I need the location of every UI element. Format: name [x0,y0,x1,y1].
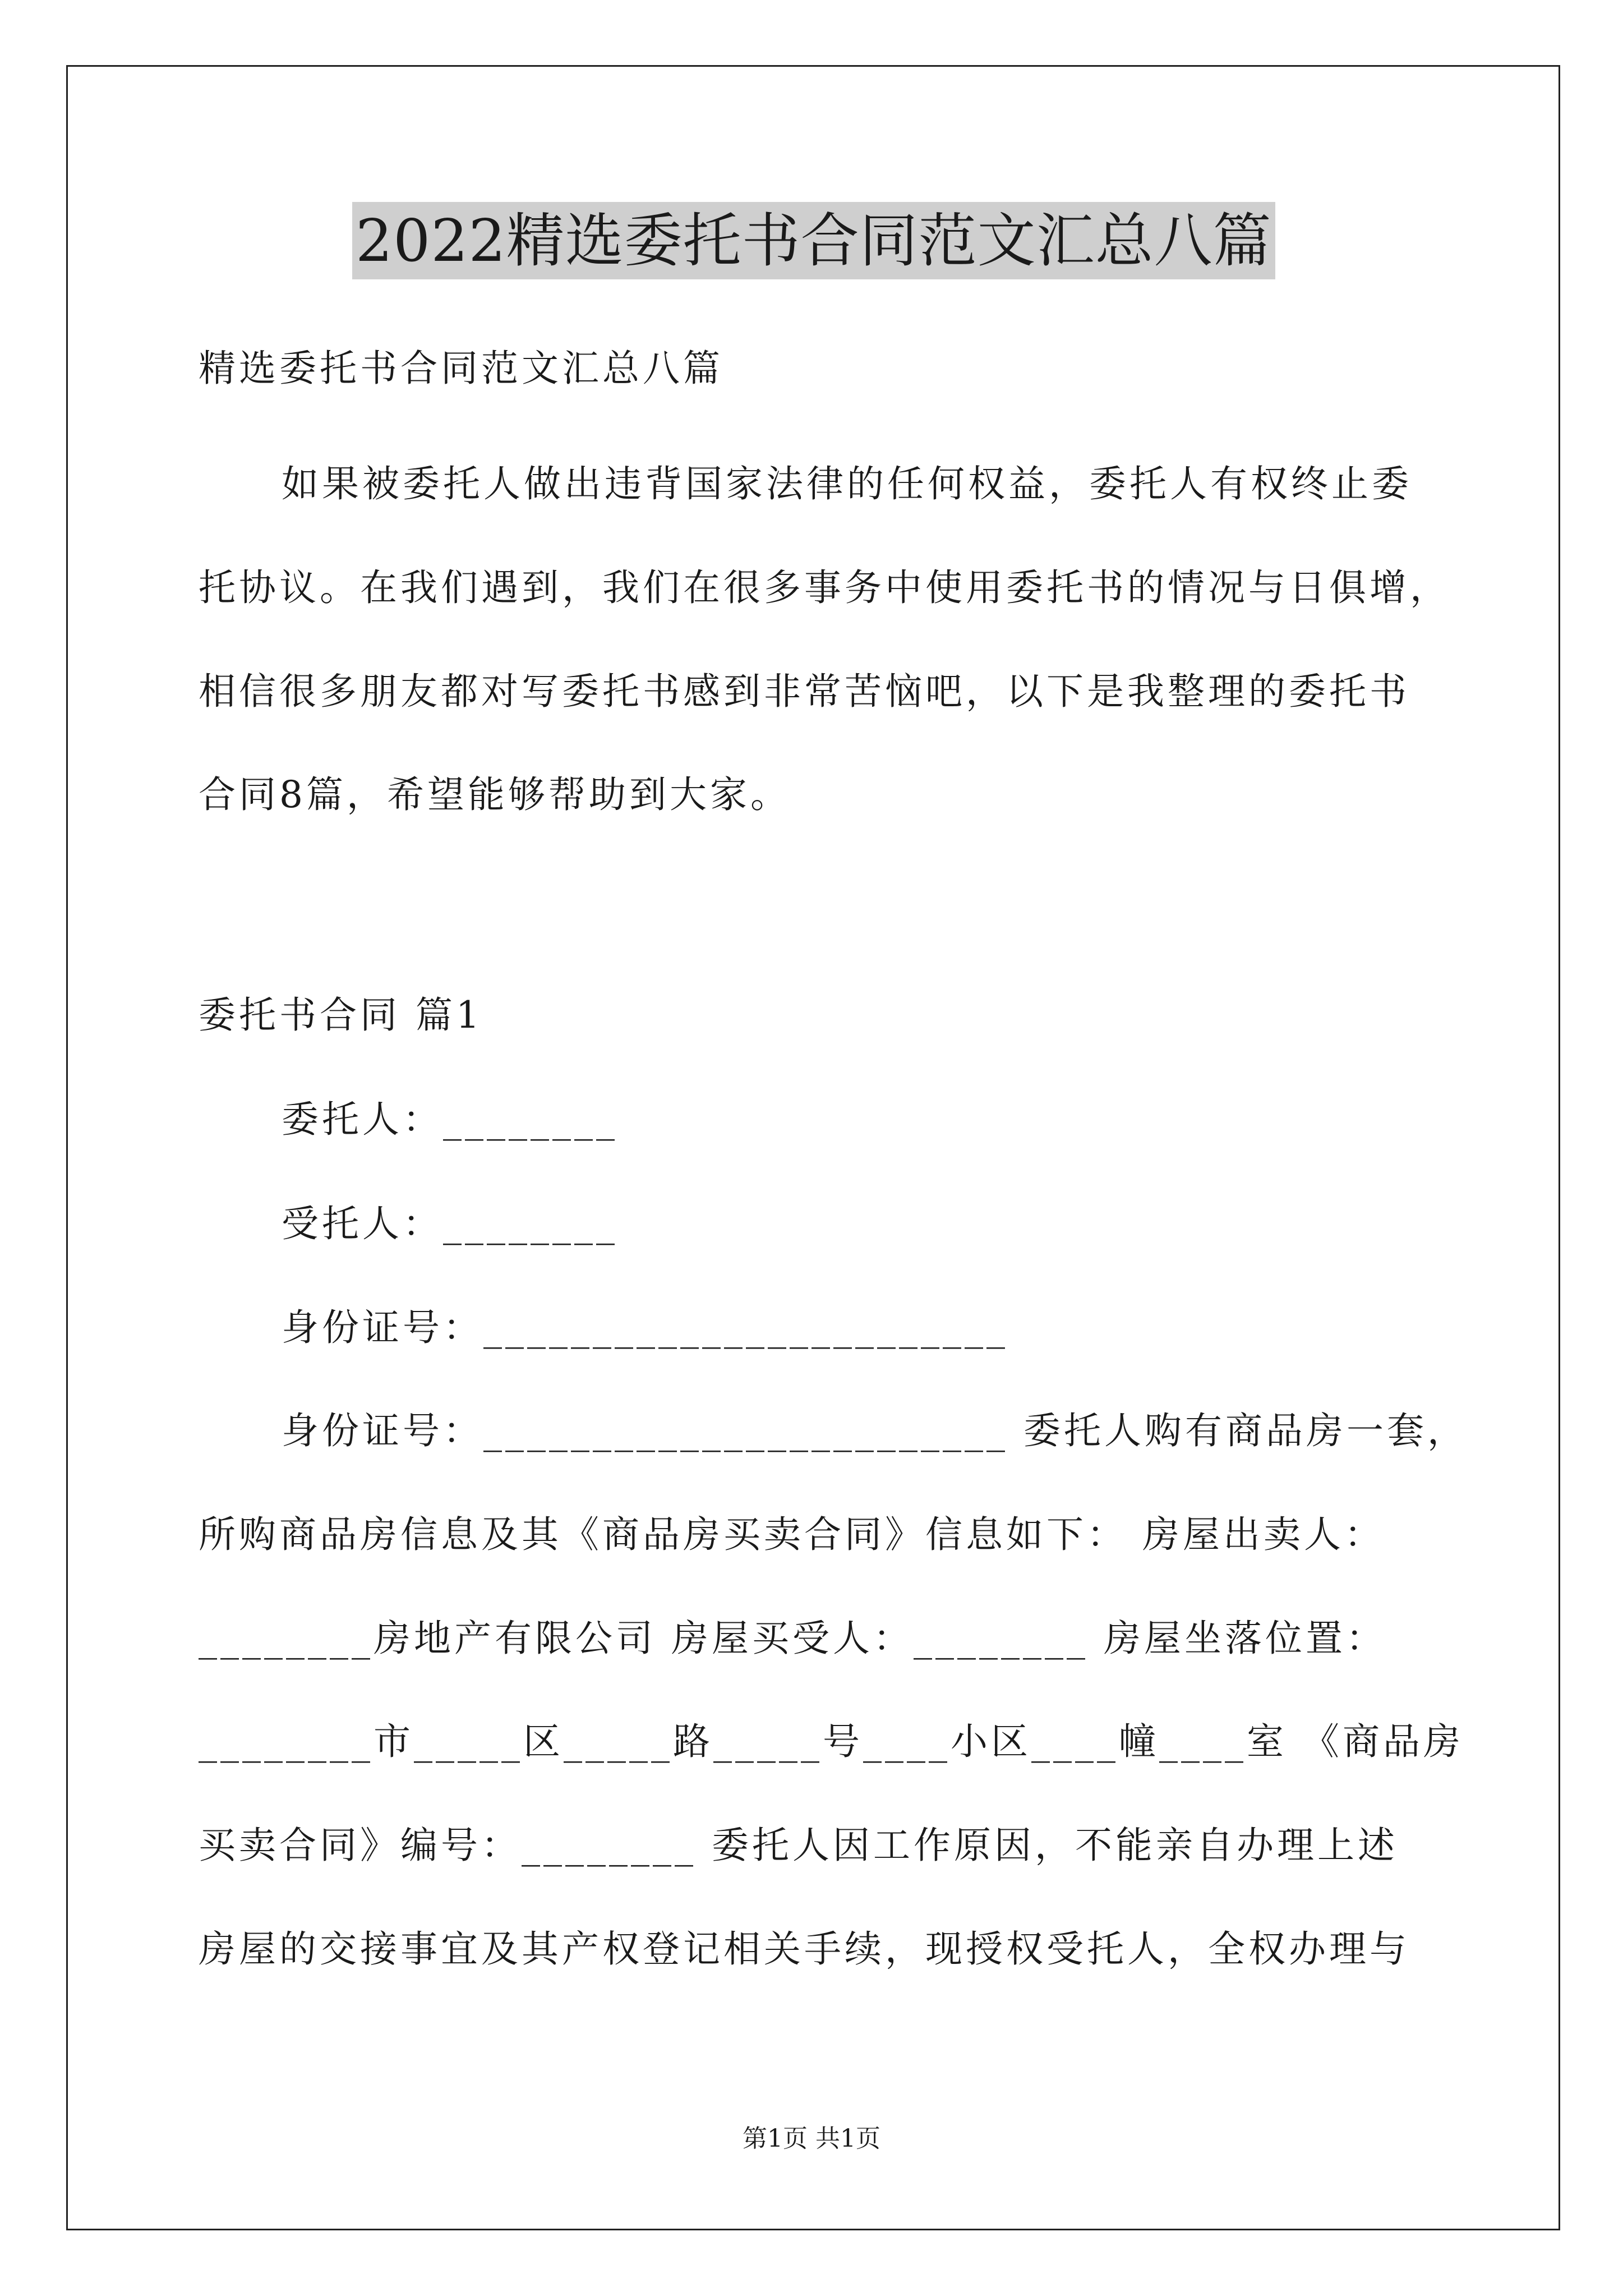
paragraph-line: 所购商品房信息及其《商品房买卖合同》信息如下： 房屋出卖人： [199,1513,1385,1556]
section-heading: 委托书合同 篇1 [199,993,483,1037]
paragraph-line: 身份证号：________________________ [282,1306,1008,1349]
paragraph-line: ________房地产有限公司 房屋买受人：________ 房屋坐落位置： [199,1617,1386,1660]
paragraph-line: 委托人：________ [282,1098,618,1141]
paragraph-line: 如果被委托人做出违背国家法律的任何权益，委托人有权终止委 [282,462,1412,505]
document-title: 2022精选委托书合同范文汇总八篇 [352,202,1275,279]
subtitle-line: 精选委托书合同范文汇总八篇 [199,347,723,390]
paragraph-line: 房屋的交接事宜及其产权登记相关手续，现授权受托人，全权办理与 [199,1927,1410,1971]
page-footer: 第1页 共1页 [743,2124,880,2153]
paragraph-line: 身份证号：________________________ 委托人购有商品房一套， [282,1409,1468,1452]
paragraph-line: ________市_____区_____路_____号____小区____幢____室 《商品房 [199,1720,1464,1763]
paragraph-line: 托协议。在我们遇到，我们在很多事务中使用委托书的情况与日俱增， [199,566,1450,609]
paragraph-line: 买卖合同》编号：________ 委托人因工作原因，不能亲自办理上述 [199,1824,1398,1867]
paragraph-line: 合同8篇，希望能够帮助到大家。 [199,773,791,816]
paragraph-line: 受托人：________ [282,1202,618,1245]
paragraph-line: 相信很多朋友都对写委托书感到非常苦恼吧，以下是我整理的委托书 [199,670,1410,713]
